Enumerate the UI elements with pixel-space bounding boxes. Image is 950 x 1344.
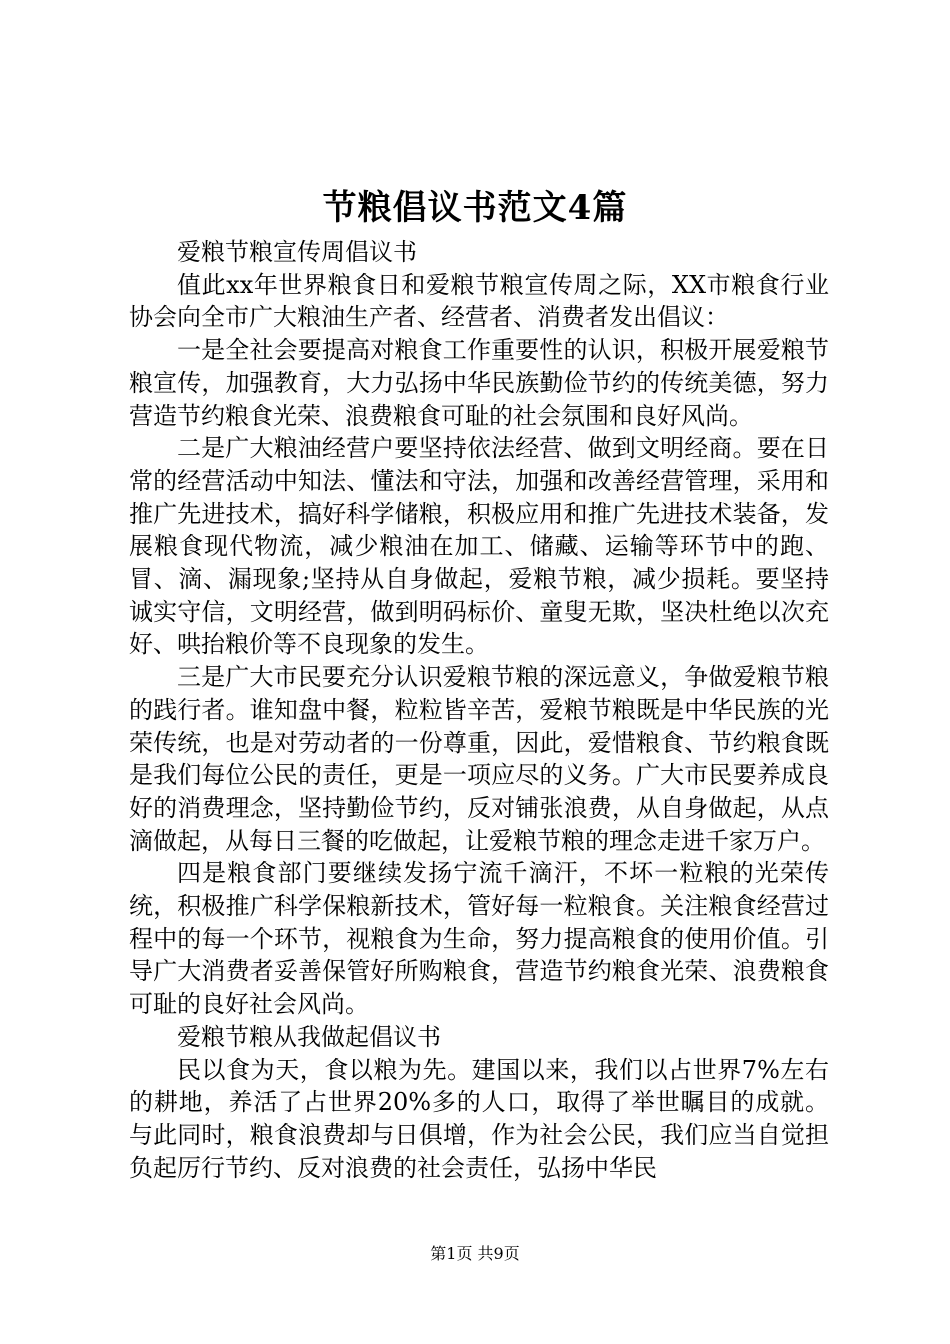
paragraph: 三是广大市民要充分认识爱粮节粮的深远意义，争做爱粮节粮的践行者。谁知盘中餐，粒粒皆辛苦，爱粮节粮既是中华民族的光荣传统，也是对劳动者的一份尊重，因此，爱惜粮食、节约粮食既是我们每位公民的责任，更是一项应尽的义务。广大市民要养成良好的消费理念，坚持勤俭节约，反对铺张浪费，从自身做起，从点滴做起，从每日三餐的吃做起，让爱粮节粮的理念走进千家万户。 <box>129 663 829 855</box>
paragraph: 民以食为天，食以粮为先。建国以来，我们以占世界7%左右的耕地，养活了占世界20%多的人口，取得了举世瞩目的成就。与此同时，粮食浪费却与日俱增，作为社会公民，我们应当自觉担负起厉行节约、反对浪费的社会责任，弘扬中华民 <box>129 1055 829 1182</box>
paragraph: 四是粮食部门要继续发扬宁流千滴汗，不坏一粒粮的光荣传统，积极推广科学保粮新技术，管好每一粒粮食。关注粮食经营过程中的每一个环节，视粮食为生命，努力提高粮食的使用价值。引导广大消费者妥善保管好所购粮食，营造节约粮食光荣、浪费粮食可耻的良好社会风尚。 <box>129 859 829 1019</box>
document-body <box>129 236 829 1184</box>
document-title: 节粮倡议书范文4篇 <box>322 188 628 228</box>
paragraph: 一是全社会要提高对粮食工作重要性的认识，积极开展爱粮节粮宣传，加强教育，大力弘扬中华民族勤俭节约的传统美德，努力营造节约粮食光荣、浪费粮食可耻的社会氛围和良好风尚。 <box>129 336 829 430</box>
section-heading: 爱粮节粮宣传周倡议书 <box>177 238 417 266</box>
paragraph: 二是广大粮油经营户要坚持依法经营、做到文明经商。要在日常的经营活动中知法、懂法和守法，加强和改善经营管理，采用和推广先进技术，搞好科学储粮，积极应用和推广先进技术装备，发展粮食现代物流，减少粮油在加工、储藏、运输等环节中的跑、冒、滴、漏现象;坚持从自身做起，爱粮节粮，减少损耗。要坚持诚实守信，文明经营，做到明码标价、童叟无欺，坚决杜绝以次充好、哄抬粮价等不良现象的发生。 <box>129 434 829 659</box>
page-footer: 第1页 共9页 <box>430 1244 520 1263</box>
section-heading: 爱粮节粮从我做起倡议书 <box>177 1022 441 1051</box>
paragraph: 值此xx年世界粮食日和爱粮节粮宣传周之际，XX市粮食行业协会向全市广大粮油生产者、经营者、消费者发出倡议： <box>129 270 829 332</box>
